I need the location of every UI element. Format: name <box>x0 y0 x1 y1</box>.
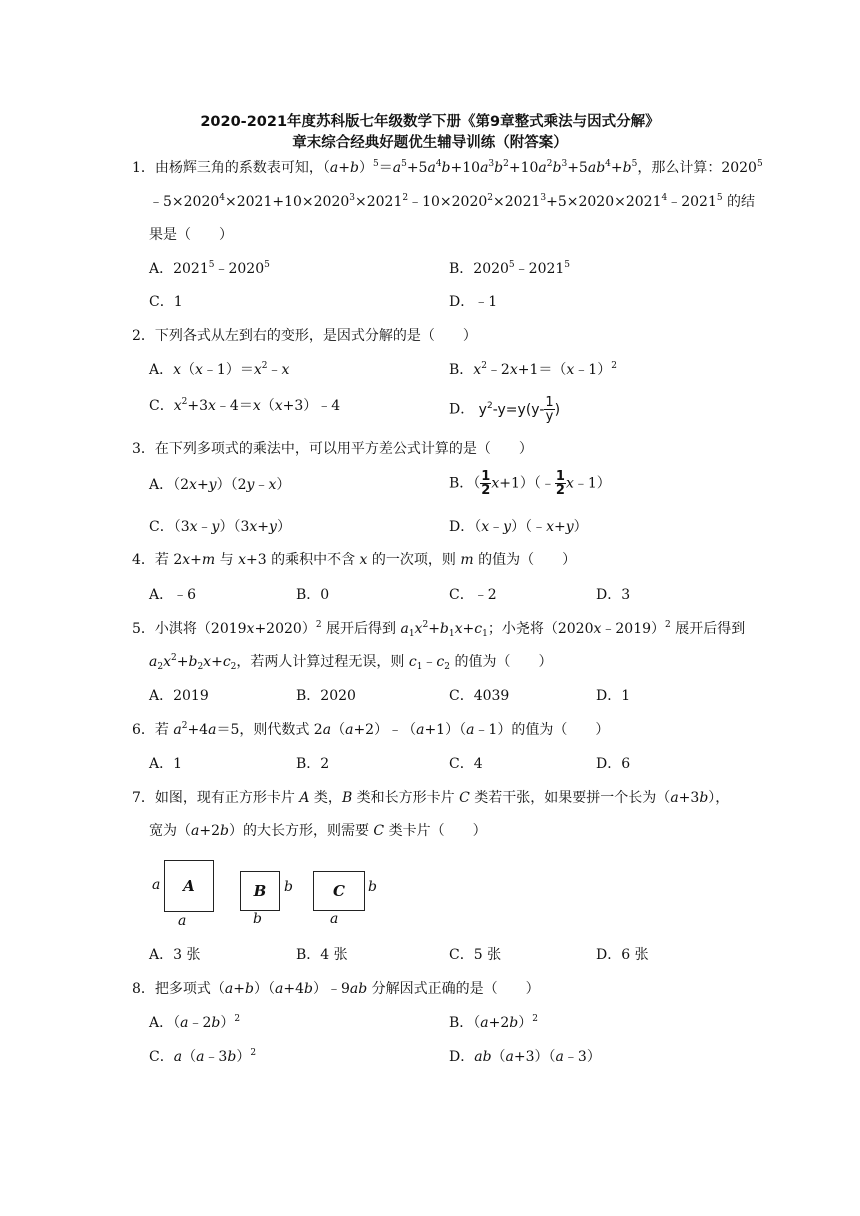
question-5-option-b: B．2020 <box>296 688 356 704</box>
question-5-line-2: $a_2x^2+b_2x+c_2$，若两人计算过程无误，则 $c_1﹣c_2$ 的值为（ ） <box>149 653 553 672</box>
question-5-option-a: A．2019 <box>149 688 209 704</box>
question-8-stem: 8．把多项式（a+b）（a+4b）﹣9ab 分解因式正确的是（ ） <box>132 981 540 997</box>
question-2-stem: 2．下列各式从左到右的变形，是因式分解的是（ ） <box>132 328 477 344</box>
question-8-option-b: B．$(a+2b)^2$ <box>449 1014 538 1031</box>
question-7-line-2: 宽为（a+2b）的大长方形，则需要 C 类卡片（ ） <box>149 823 487 839</box>
question-7-option-c: C．5 张 <box>449 947 502 963</box>
question-6-option-b: B．2 <box>296 756 330 772</box>
question-4-option-a: A．﹣6 <box>149 587 197 603</box>
question-3-option-b: B．（ $\frac{1}{2}$ x+1）（﹣ $\frac{1}{2}$ x﹣1） <box>449 469 611 498</box>
question-1-option-c: C．1 <box>149 294 183 310</box>
question-6-option-c: C．4 <box>449 756 483 772</box>
card-c-label: C <box>333 882 345 900</box>
question-1-line-3: 果是（ ） <box>149 227 233 243</box>
question-7-option-b: B．4 张 <box>296 947 348 963</box>
question-1-line-2: $﹣5\times 2020^4\times 2021+10\times 2020^3\times 2021^2﹣10\times 2020^2\times 2021^3+5\times 2020\times 2021^4﹣2021^5$ 的结 <box>149 193 756 210</box>
card-a-label: A <box>183 877 195 895</box>
card-c <box>313 871 365 911</box>
question-7-line-1: 7．如图，现有正方形卡片 A 类，B 类和长方形卡片 C 类若干张，如果要拼一个长为（a+3b）， <box>132 790 730 806</box>
page-subtitle: 章末综合经典好题优生辅导训练（附答案） <box>292 135 568 151</box>
question-3-option-a: A．（2x+y）（2y﹣x） <box>149 477 291 493</box>
question-2-option-c: C．$x^2+3x﹣4=x(x+3)﹣4$ <box>149 397 341 414</box>
question-2-option-a: A．$x(x﹣1)=x^2﹣x$ <box>149 361 290 378</box>
question-6-option-a: A．1 <box>149 756 183 772</box>
question-8-option-a: A．（a﹣2b）$^2$ <box>149 1014 241 1031</box>
question-7-option-a: A．3 张 <box>149 947 201 963</box>
question-3-option-c: C．（3x﹣y）（3x+y） <box>149 519 291 535</box>
question-8-option-d: D．ab（a+3）（a﹣3） <box>449 1049 601 1065</box>
question-7-option-d: D．6 张 <box>596 947 649 963</box>
question-5-option-c: C．4039 <box>449 688 510 704</box>
question-4-stem: 4．若 2x+m 与 x+3 的乘积中不含 x 的一次项，则 m 的值为（ ） <box>132 552 577 568</box>
question-3-option-d: D．（x﹣y）（﹣x+y） <box>449 519 588 535</box>
card-a-bottom-label: a <box>178 913 187 929</box>
question-5-line-1: 5．小淇将$(2019x+2020)^2$ 展开后得到 $a_1x^2+b_1x+c_1$；小尧将（2020x﹣2019）$^2$ 展开后得到 <box>132 620 746 639</box>
question-2-option-d: D． $y^2-y=y(y-$ $\frac{1}{y}$ ) <box>449 395 561 424</box>
question-1-option-d: D．﹣1 <box>449 294 498 310</box>
question-5-option-d: D．1 <box>596 688 631 704</box>
question-4-option-b: B．0 <box>296 587 330 603</box>
card-b-bottom-label: b <box>253 911 262 927</box>
question-4-option-c: C．﹣2 <box>449 587 497 603</box>
card-b <box>240 871 280 911</box>
card-b-right-label: b <box>284 879 293 895</box>
question-7-card-figure <box>150 855 390 935</box>
question-4-option-d: D．3 <box>596 587 631 603</box>
question-6-stem: 6．若 $a^2+4a=5$，则代数式 2a（a+2）﹣（a+1）（a﹣1）的值为（ ） <box>132 721 610 738</box>
card-a-left-label: a <box>152 877 161 893</box>
question-8-option-c: C．a（a﹣3b）$^2$ <box>149 1048 257 1065</box>
question-1-option-b: B．2020$^5$﹣2021$^5$ <box>449 260 571 277</box>
card-c-right-label: b <box>368 879 377 895</box>
question-2-option-b: B．$x^2﹣2x+1=(x﹣1)^2$ <box>449 361 617 378</box>
question-3-stem: 3．在下列多项式的乘法中，可以用平方差公式计算的是（ ） <box>132 441 533 457</box>
card-a <box>164 860 214 912</box>
card-b-label: B <box>253 882 267 900</box>
question-1-option-a: A．2021$^5$﹣2020$^5$ <box>149 260 270 277</box>
page-title: 2020-2021年度苏科版七年级数学下册《第9章整式乘法与因式分解》 <box>200 114 660 130</box>
question-1-line-1: 1．由杨辉三角的系数表可知，$(a+b)^5=a^5+5a^4b+10a^3b^2+10a^2b^3+5ab^4+b^5$，那么计算：2020$^5$ <box>132 159 763 176</box>
card-c-bottom-label: a <box>330 911 339 927</box>
question-6-option-d: D．6 <box>596 756 631 772</box>
